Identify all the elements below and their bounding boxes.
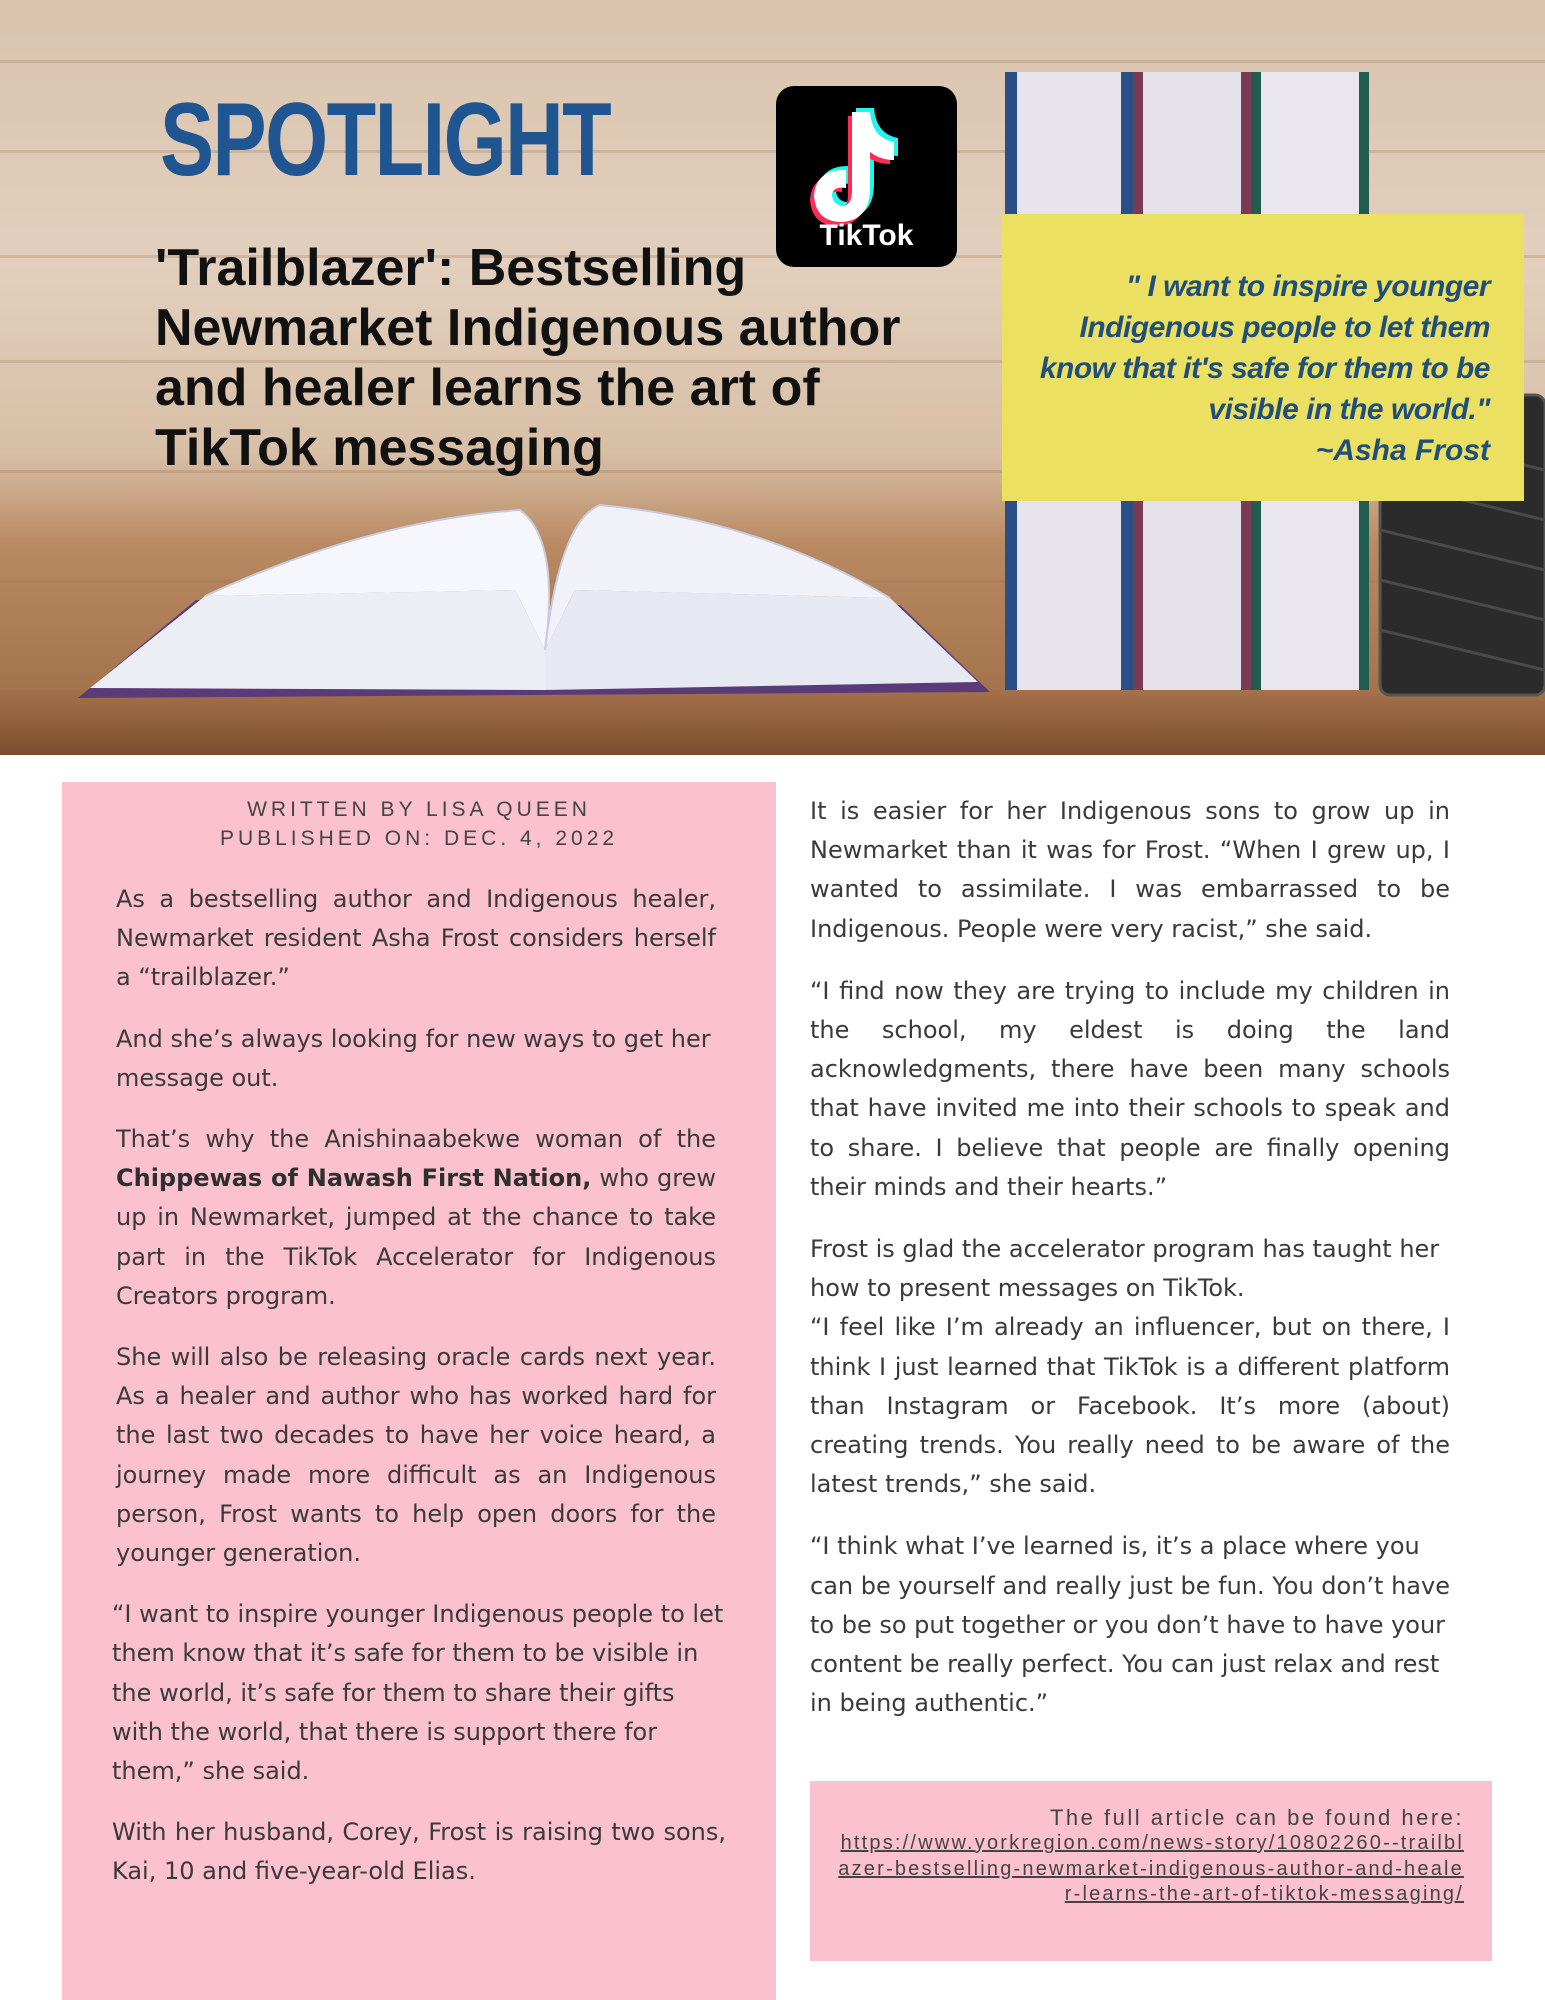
- pull-quote-text: " I want to inspire younger Indigenous people to let them know that it's safe for them to be visible in the world.": [1039, 270, 1490, 426]
- paragraph: [116, 1120, 716, 1316]
- paragraph: Frost is glad the accelerator program has taught her how to present messages on TikTok.: [810, 1235, 1440, 1303]
- byline-author: WRITTEN BY LISA QUEEN: [247, 798, 591, 821]
- paragraph: She will also be releasing oracle cards next year. As a healer and author who has worked hard for the last two decades to have her voice heard, a journey made more difficult as an Indigenous person, Frost wants to help open doors for the younger generation.: [116, 1343, 716, 1568]
- byline-date: PUBLISHED ON: DEC. 4, 2022: [219, 827, 619, 850]
- paragraph: “I think what I’ve learned is, it’s a place where you can be yourself and really just be fun. You don’t have to be so put together or you don’t have to have your content be really perfect. You can just relax and rest in being authentic.”: [810, 1532, 1450, 1718]
- source-box: [810, 1781, 1492, 1961]
- paragraph: “I feel like I’m already an influencer, but on there, I think I just learned that TikTok is a different platform than Instagram or Facebook. It’s more (about) creating trends. You really need to be aware of the latest trends,” she said.: [810, 1313, 1450, 1499]
- paragraph: “I want to inspire younger Indigenous people to let them know that it’s safe for them to be visible in the world, it’s safe for them to share their gifts with the world, that there is support there for them,” she said.: [112, 1600, 724, 1786]
- spotlight-kicker: SPOTLIGHT: [160, 82, 611, 198]
- right-column-text: [810, 792, 1450, 1746]
- paragraph: And she’s always looking for new ways to get her message out.: [116, 1024, 711, 1092]
- paragraph-text: That’s why the Anishinaabekwe woman of the: [116, 1125, 716, 1154]
- paragraph: “I find now they are trying to include my children in the school, my eldest is doing the land acknowledgments, there have been many schools that have invited me into their schools to speak and to share. I believe that people are finally opening their minds and their hearts.”: [810, 976, 1450, 1201]
- paragraph: As a bestselling author and Indigenous healer, Newmarket resident Asha Frost considers herself a “trailblazer.”: [116, 885, 716, 992]
- first-nation-name: Chippewas of Nawash First Nation,: [116, 1164, 592, 1193]
- article-headline: 'Trailblazer': Bestselling Newmarket Indigenous author and healer learns the art of TikTok messaging: [155, 239, 901, 477]
- paragraph-text: who grew up in Newmarket, jumped at the chance to take part in the TikTok Accelerator for Indigenous Creators program.: [116, 1164, 716, 1310]
- paragraph: With her husband, Corey, Frost is raising two sons, Kai, 10 and five-year-old Elias.: [112, 1818, 726, 1886]
- byline: [62, 795, 776, 853]
- source-label: The full article can be found here:: [1049, 1805, 1464, 1830]
- hero-banner: [0, 0, 1545, 755]
- paragraph: It is easier for her Indigenous sons to grow up in Newmarket than it was for Frost. “When I grew up, I wanted to assimilate. I was embarrassed to be Indigenous. People were very racist,” she said.: [810, 797, 1450, 943]
- pull-quote-author: ~Asha Frost: [1315, 434, 1490, 467]
- pull-quote-box: [1002, 214, 1524, 501]
- left-column-text: [112, 880, 726, 1914]
- tiktok-wordmark: TikTok: [819, 219, 914, 252]
- source-link[interactable]: https://www.yorkregion.com/news-story/10802260--trailblazer-bestselling-newmarket-indigenous-author-and-healer-learns-the-art-of-tiktok-messaging/: [838, 1832, 1464, 1905]
- tiktok-logo: [776, 86, 957, 267]
